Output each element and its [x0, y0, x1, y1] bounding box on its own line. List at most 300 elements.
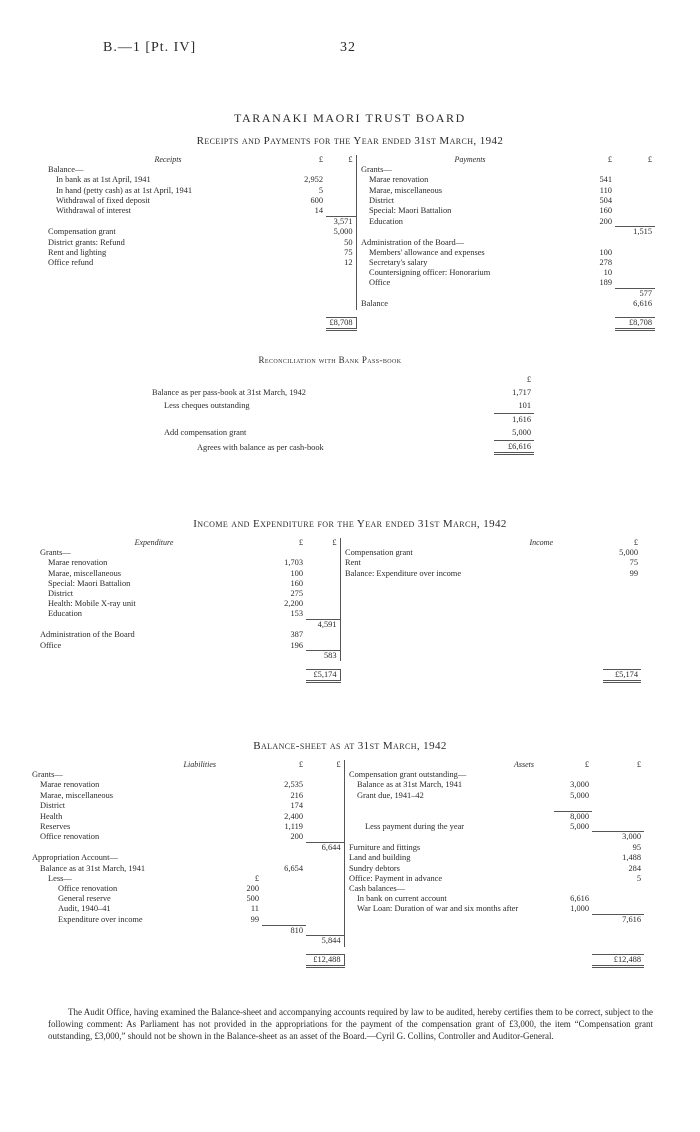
reconciliation-row	[152, 427, 534, 438]
amount-cell: 275	[290, 589, 303, 599]
amount-cell: 6,644	[306, 843, 344, 854]
line-item-label: Balance as at 31st March, 1941	[40, 863, 146, 873]
line-item-label: District	[48, 589, 74, 599]
pound-symbol: £	[332, 538, 337, 547]
amount-cell: 387	[290, 630, 303, 640]
amount-cell: 583	[306, 651, 340, 662]
line-item-label	[349, 832, 554, 843]
reconciliation-title: Reconciliation with Bank Pass-book	[258, 355, 402, 365]
income-expenditure-table	[40, 538, 641, 683]
table-row	[32, 853, 644, 863]
amount-cell: 99	[250, 915, 259, 925]
table-row	[32, 832, 644, 843]
amount-cell	[306, 641, 340, 651]
amount-cell: 3,000	[570, 780, 589, 790]
reconciliation-label: Add compensation grant	[164, 428, 247, 437]
line-item-label: Sundry debtors	[349, 863, 400, 873]
line-item-label	[32, 936, 226, 947]
line-item-label: Marae renovation	[40, 780, 100, 790]
line-item-label: Office	[40, 640, 62, 650]
table-row	[48, 278, 655, 288]
amount-cell	[306, 801, 344, 811]
receipts-payments-title: Receipts and Payments for the Year ended 31st March, 1942	[196, 135, 504, 147]
amount-cell: 196	[290, 640, 303, 650]
pound-symbol: £	[298, 760, 303, 769]
reconciliation-table	[150, 372, 536, 457]
table-row	[32, 915, 644, 926]
line-item-label: Balance as at 31st March, 1941	[357, 780, 463, 790]
table-row	[32, 936, 644, 947]
amount-cell	[615, 238, 655, 248]
line-item-label: Administration of the Board—	[361, 237, 465, 247]
amount-cell	[615, 165, 655, 175]
line-item-label	[48, 216, 288, 227]
amount-cell	[306, 915, 344, 926]
line-item-label: Education	[48, 609, 82, 619]
amount-cell: 12	[344, 258, 353, 268]
line-item-label: Grants—	[32, 770, 63, 780]
line-item-label	[349, 801, 554, 811]
reconciliation-row	[152, 400, 534, 411]
amount-cell	[554, 853, 592, 863]
reconciliation-label: Balance as per pass-book at 31st March, 1942	[152, 388, 306, 397]
line-item-label: Balance: Expenditure over income	[345, 568, 462, 578]
amount-cell	[306, 569, 340, 579]
amount-cell: 14	[314, 206, 323, 216]
amount-cell	[583, 569, 603, 579]
totals-row	[32, 955, 644, 967]
table-row	[48, 227, 655, 238]
amount-cell: 200	[246, 883, 259, 893]
amount-cell: 75	[344, 247, 353, 257]
table-row	[32, 780, 644, 790]
amount-cell: 2,400	[284, 811, 303, 821]
line-item-label	[32, 843, 226, 854]
line-item-label	[32, 925, 226, 936]
table-row	[48, 165, 655, 175]
amount-cell	[306, 811, 344, 822]
liabilities-heading: Liabilities	[183, 760, 216, 769]
line-item-label: Furniture and fittings	[349, 843, 421, 853]
line-item-label: Reserves	[40, 821, 71, 831]
line-item-label: In bank on current account	[357, 894, 447, 904]
amount-cell	[268, 651, 306, 662]
amount-cell	[592, 791, 644, 801]
table-row	[32, 874, 644, 884]
amount-cell: 160	[290, 578, 303, 588]
table-row	[48, 238, 655, 248]
line-item-label: Marae, miscellaneous	[40, 790, 114, 800]
page-number: 32	[340, 40, 356, 55]
amount-cell	[226, 822, 262, 832]
amount-cell: 577	[615, 289, 655, 300]
amount-cell	[554, 915, 592, 926]
document-reference: B.—1 [Pt. IV]	[103, 40, 197, 55]
table-row	[40, 599, 641, 609]
amount-cell: 153	[290, 609, 303, 619]
amount-cell	[592, 811, 644, 822]
line-item-label: Withdrawal of interest	[56, 206, 132, 216]
amount-cell	[554, 864, 592, 874]
amount-cell	[615, 216, 655, 227]
line-item-label: Marae, miscellaneous	[48, 568, 122, 578]
amount-cell: 8,000	[554, 811, 592, 822]
amount-cell: 5,000	[619, 548, 638, 558]
amount-cell	[226, 811, 262, 822]
line-item-label	[40, 620, 268, 631]
amount-cell	[226, 853, 262, 863]
table-row	[40, 548, 641, 558]
line-item-label: In bank as at 1st April, 1941	[56, 175, 151, 185]
income-heading: Income	[529, 538, 553, 547]
amount-cell: 3,571	[326, 216, 356, 227]
amount-cell: 100	[599, 247, 612, 257]
receipts-heading: Receipts	[154, 155, 182, 164]
expenditure-heading: Expenditure	[134, 538, 174, 547]
line-item-label	[349, 915, 554, 926]
amount-cell	[554, 843, 592, 854]
table-row	[48, 268, 655, 278]
amount-cell: 5,000	[333, 227, 353, 237]
pound-symbol: £	[526, 375, 531, 384]
amount-cell: 6,616	[570, 894, 589, 904]
amount-cell: 284	[628, 863, 641, 873]
amount-cell	[326, 196, 356, 206]
table-row	[40, 569, 641, 579]
line-item-label: Office renovation	[58, 883, 118, 893]
pound-symbol: £	[318, 155, 323, 164]
line-item-label: Rent	[345, 558, 361, 568]
amount-cell: 4,591	[306, 620, 340, 631]
amount-cell: 95	[632, 843, 641, 853]
line-item-label: Cash balances—	[349, 883, 406, 893]
line-item-label: Administration of the Board	[40, 630, 135, 640]
line-item-label: Office: Payment in advance	[349, 873, 443, 883]
amount-cell: 5,844	[306, 936, 344, 947]
line-item-label	[361, 289, 579, 300]
amount-cell	[306, 822, 344, 832]
table-row	[48, 248, 655, 258]
amount-cell	[226, 791, 262, 801]
totals-row	[40, 669, 641, 681]
line-item-label: Special: Maori Battalion	[48, 578, 131, 588]
amount-cell	[288, 227, 326, 238]
reconciliation-amount: 101	[518, 401, 531, 410]
table-row	[32, 884, 644, 894]
amount-cell	[226, 801, 262, 811]
amount-cell	[583, 548, 603, 558]
amount-cell	[592, 904, 644, 914]
table-row	[48, 258, 655, 268]
amount-cell: 1,515	[615, 227, 655, 238]
table-row	[40, 641, 641, 651]
amount-cell	[592, 894, 644, 904]
table-row	[40, 651, 641, 662]
amount-cell	[306, 579, 340, 589]
amount-cell	[554, 770, 592, 780]
audit-certificate: The Audit Office, having examined the Balance-sheet and accompanying accounts required by law to be audited, hereby certifies them to be correct, subject to the following comment: As Parliament has not provided in the appropriations for the payment of the compensation grant of £3,000, the item “Compensation grant outstanding, £3,000,” should not be shown in the Balance-sheet as an asset of the Board.—Cyril G. Collins, Controller and Auditor-General.	[48, 1007, 653, 1041]
amount-cell	[288, 238, 326, 248]
amount-cell	[615, 248, 655, 258]
totals-row	[48, 318, 655, 330]
amount-cell: 11	[250, 904, 259, 914]
line-item-label: War Loan: Duration of war and six months after	[357, 904, 519, 914]
table-row	[48, 289, 655, 300]
reconciliation-row	[152, 387, 534, 398]
amount-cell	[306, 770, 344, 780]
amount-cell	[326, 175, 356, 185]
amount-cell: 2,535	[284, 780, 303, 790]
line-item-label	[40, 651, 268, 662]
amount-cell	[262, 853, 306, 863]
line-item-label	[361, 227, 579, 238]
amount-cell	[288, 216, 326, 227]
amount-cell	[326, 206, 356, 216]
income-expenditure-title: Income and Expenditure for the Year ended 31st March, 1942	[193, 518, 507, 530]
table-row	[40, 589, 641, 599]
amount-cell	[288, 258, 326, 268]
pound-symbol: £	[584, 760, 589, 769]
amount-cell	[579, 299, 615, 309]
reconciliation-amount: 1,717	[512, 388, 531, 397]
line-item-label: Special: Maori Battalion	[369, 206, 452, 216]
amount-cell	[262, 843, 306, 854]
amount-cell	[262, 915, 306, 926]
amount-cell	[262, 770, 306, 780]
reconciliation-label	[152, 413, 492, 425]
amount-cell	[288, 248, 326, 258]
amount-cell	[226, 832, 262, 843]
table-row	[40, 620, 641, 631]
line-item-label: General reserve	[58, 894, 111, 904]
amount-cell	[262, 874, 306, 884]
line-item-label: District	[40, 800, 66, 810]
amount-cell	[306, 925, 344, 936]
amount-cell: 189	[599, 278, 612, 288]
table-row	[40, 579, 641, 589]
amount-cell: 6,616	[633, 299, 652, 309]
amount-cell: 216	[290, 790, 303, 800]
amount-cell	[554, 832, 592, 843]
amount-cell	[306, 589, 340, 599]
amount-cell	[579, 238, 615, 248]
line-item-label: Health	[40, 811, 63, 821]
amount-cell: 500	[246, 894, 259, 904]
amount-cell	[615, 258, 655, 268]
line-item-label: Less payment during the year	[365, 821, 465, 831]
amount-cell	[306, 609, 340, 619]
amount-cell	[226, 770, 262, 780]
amount-cell: 160	[599, 206, 612, 216]
amount-cell	[592, 822, 644, 832]
reconciliation-label: Agrees with balance as per cash-book	[197, 443, 324, 452]
balance-sheet-title: Balance-sheet as at 31st March, 1942	[253, 740, 447, 752]
amount-cell	[554, 801, 592, 811]
amount-cell	[306, 599, 340, 609]
amount-cell: 3,000	[592, 832, 644, 843]
table-row	[32, 791, 644, 801]
amount-cell: 75	[629, 558, 638, 568]
amount-cell	[306, 832, 344, 843]
assets-heading: Assets	[514, 760, 534, 769]
pound-symbol: £	[633, 538, 638, 547]
table-row	[32, 822, 644, 832]
table-row	[48, 299, 655, 309]
amount-cell: 1,000	[570, 904, 589, 914]
total-right: £5,174	[603, 669, 641, 681]
amount-cell: 6,654	[284, 863, 303, 873]
total-right: £8,708	[615, 318, 655, 330]
reconciliation-label: Less cheques outstanding	[164, 401, 250, 410]
line-item-label: Compensation grant	[48, 227, 116, 237]
amount-cell	[306, 853, 344, 863]
amount-cell: 110	[599, 185, 612, 195]
amount-cell	[615, 175, 655, 185]
reconciliation-row	[152, 413, 534, 425]
line-item-label: Grants—	[361, 165, 392, 175]
pound-symbol: £	[607, 155, 612, 164]
table-row	[32, 925, 644, 936]
amount-cell	[226, 936, 262, 947]
amount-cell: 541	[599, 175, 612, 185]
amount-cell	[615, 206, 655, 216]
table-row	[32, 811, 644, 822]
receipts-payments-table	[48, 155, 655, 331]
line-item-label: Office renovation	[40, 832, 100, 842]
line-item-label: Office refund	[48, 258, 94, 268]
amount-cell	[306, 864, 344, 874]
line-item-label: Countersigning officer: Honorarium	[369, 268, 491, 278]
amount-cell	[306, 884, 344, 894]
line-item-label: Marae, miscellaneous	[369, 185, 443, 195]
table-row	[32, 801, 644, 811]
table-row	[48, 186, 655, 196]
line-item-label: Grants—	[40, 548, 71, 558]
amount-cell: 5	[636, 873, 641, 883]
amount-cell	[592, 884, 644, 894]
line-item-label: District	[369, 195, 395, 205]
balance-sheet-table	[32, 760, 644, 968]
amount-cell	[288, 165, 326, 175]
pound-symbol: £	[647, 155, 652, 164]
amount-cell: 5,000	[570, 790, 589, 800]
amount-cell	[268, 620, 306, 631]
amount-cell: 2,200	[284, 599, 303, 609]
pound-symbol: £	[636, 760, 641, 769]
line-item-label: Education	[369, 216, 403, 226]
amount-cell: 810	[262, 925, 306, 936]
line-item-label: Secretary's salary	[369, 258, 428, 268]
table-row	[32, 894, 644, 904]
amount-cell: 504	[599, 195, 612, 205]
pound-symbol: £	[336, 760, 341, 769]
amount-cell	[306, 558, 340, 568]
line-item-label: In hand (petty cash) as at 1st April, 1941	[56, 185, 193, 195]
table-row	[32, 843, 644, 854]
amount-cell	[262, 904, 306, 914]
line-item-label: Balance	[361, 299, 388, 309]
amount-cell: £	[254, 873, 259, 883]
line-item-label: Less—	[48, 873, 72, 883]
line-item-label: Audit, 1940–41	[58, 904, 111, 914]
amount-cell	[306, 894, 344, 904]
table-row	[40, 630, 641, 640]
amount-cell	[268, 548, 306, 558]
amount-cell: 1,488	[622, 853, 641, 863]
amount-cell	[579, 165, 615, 175]
reconciliation-amount: £6,616	[494, 440, 534, 455]
amount-cell	[226, 843, 262, 854]
table-row	[48, 216, 655, 227]
total-right: £12,488	[592, 955, 644, 967]
board-title: TARANAKI MAORI TRUST BOARD	[234, 111, 466, 125]
reconciliation-amount: 5,000	[512, 428, 531, 437]
table-row	[48, 206, 655, 216]
line-item-label: Appropriation Account—	[32, 853, 118, 863]
reconciliation-row	[152, 440, 534, 455]
total-left: £12,488	[306, 955, 344, 967]
amount-cell	[592, 801, 644, 811]
amount-cell	[262, 894, 306, 904]
pound-symbol: £	[298, 538, 303, 547]
table-row	[48, 196, 655, 206]
table-row	[32, 770, 644, 780]
line-item-label: Withdrawal of fixed deposit	[56, 195, 150, 205]
amount-cell	[306, 548, 340, 558]
table-row	[40, 558, 641, 568]
line-item-label: Members' allowance and expenses	[369, 247, 485, 257]
line-item-label	[349, 811, 554, 822]
table-row	[40, 609, 641, 619]
amount-cell: 50	[344, 237, 353, 247]
amount-cell	[615, 268, 655, 278]
amount-cell	[306, 780, 344, 790]
amount-cell	[592, 770, 644, 780]
line-item-label: District grants: Refund	[48, 237, 125, 247]
line-item-label: Compensation grant	[345, 548, 413, 558]
amount-cell	[306, 874, 344, 884]
total-left: £8,708	[326, 318, 356, 330]
amount-cell	[615, 186, 655, 196]
amount-cell	[226, 925, 262, 936]
amount-cell: 1,119	[284, 821, 303, 831]
table-row	[32, 904, 644, 914]
line-item-label: Health: Mobile X-ray unit	[48, 599, 136, 609]
amount-cell	[306, 630, 340, 640]
line-item-label: Marae renovation	[48, 558, 108, 568]
amount-cell: 200	[290, 832, 303, 842]
amount-cell	[306, 904, 344, 914]
amount-cell: 2,952	[304, 175, 323, 185]
amount-cell: 10	[603, 268, 612, 278]
line-item-label: Land and building	[349, 853, 411, 863]
amount-cell: 99	[629, 568, 638, 578]
line-item-label: Rent and lighting	[48, 247, 107, 257]
line-item-label: Grant due, 1941–42	[357, 790, 424, 800]
table-row	[32, 864, 644, 874]
total-left: £5,174	[306, 669, 340, 681]
payments-heading: Payments	[454, 155, 486, 164]
line-item-label: Office	[369, 278, 391, 288]
line-item-label: Marae renovation	[369, 175, 429, 185]
amount-cell	[306, 791, 344, 801]
amount-cell	[326, 165, 356, 175]
amount-cell: 174	[290, 800, 303, 810]
amount-cell	[226, 864, 262, 874]
amount-cell: 100	[290, 568, 303, 578]
table-row	[48, 175, 655, 185]
amount-cell	[326, 186, 356, 196]
